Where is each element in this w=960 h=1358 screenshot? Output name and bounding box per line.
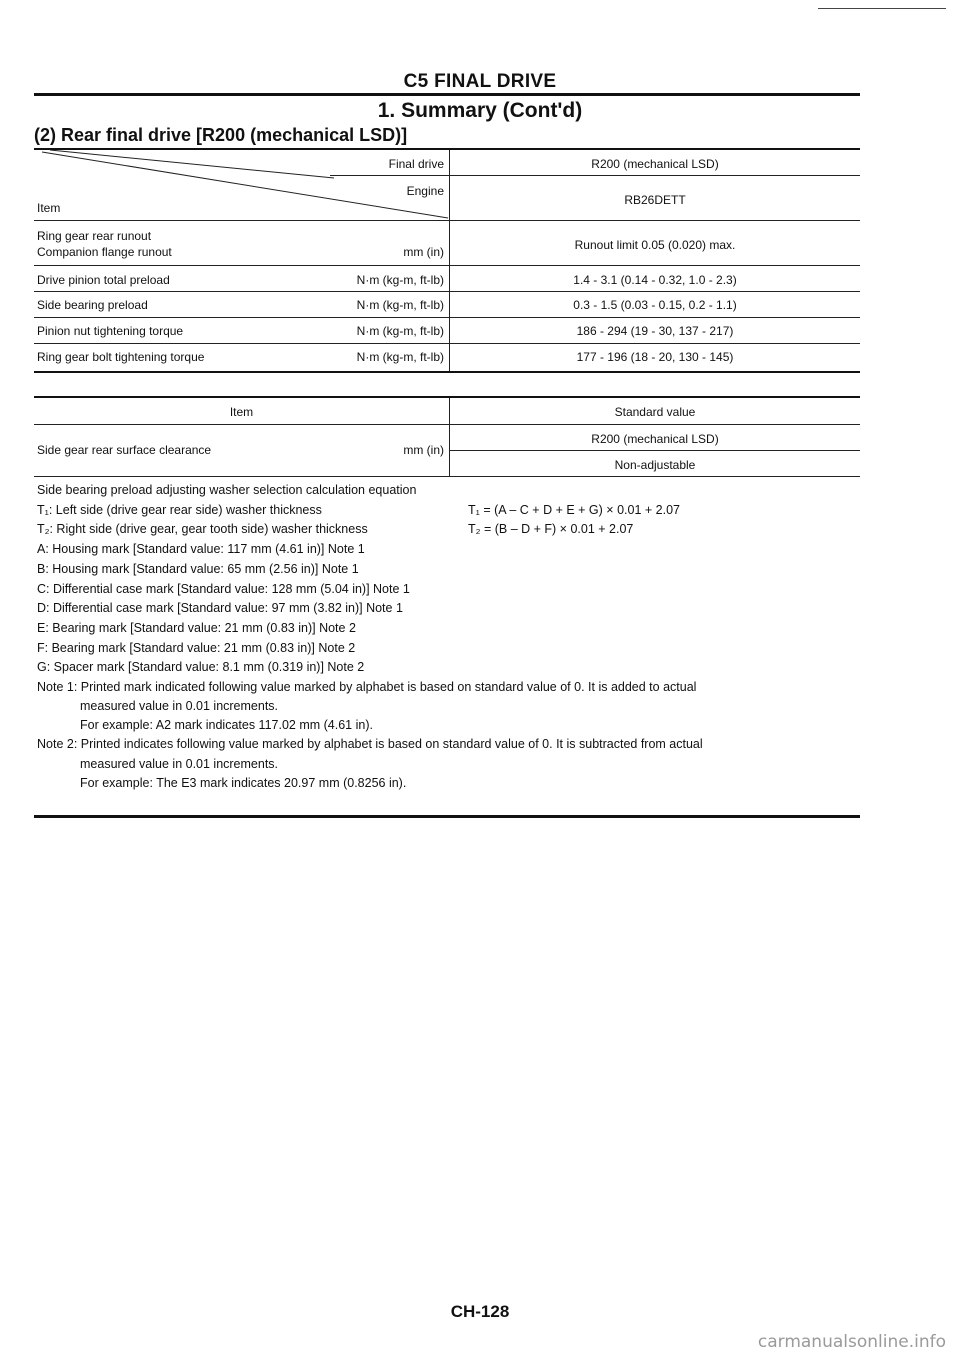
row-item: Pinion nut tightening torque <box>37 324 184 338</box>
mark-line: C: Differential case mark [Standard value: 128 mm (5.04 in)] Note 1 <box>37 582 410 596</box>
row-item: Drive pinion total preload <box>37 273 170 287</box>
row-rule <box>34 317 860 318</box>
page-number: CH-128 <box>450 1302 510 1321</box>
note1-line-2: measured value in 0.01 increments. <box>80 699 279 713</box>
header-item: Item <box>37 201 61 215</box>
table2-unit: mm (in) <box>403 443 444 457</box>
table2-header-rule <box>34 424 860 425</box>
mark-line: G: Spacer mark [Standard value: 8.1 mm (0.319 in)] Note 2 <box>37 660 365 674</box>
table1-divider <box>449 150 450 372</box>
mark-line: B: Housing mark [Standard value: 65 mm (2.56 in)] Note 1 <box>37 562 359 576</box>
note1-line: Note 1: Printed mark indicated following value marked by alphabet is based on standard value of 0. It is added to actual <box>37 680 697 694</box>
watermark: carmanualsonline.info <box>757 1332 946 1352</box>
t1-label: T₁: Left side (drive gear rear side) washer thickness <box>37 503 322 517</box>
header-final-drive: Final drive <box>388 157 444 171</box>
row-item: Ring gear bolt tightening torque <box>37 350 205 364</box>
section-bottom-rule <box>34 815 860 818</box>
t2-label: T₂: Right side (drive gear, gear tooth side) washer thickness <box>37 522 368 536</box>
table2-header-value: Standard value <box>614 405 696 419</box>
section-title: C5 FINAL DRIVE <box>403 71 557 92</box>
header-model-rule <box>450 175 860 176</box>
t2-equation: T₂ = (B – D + F) × 0.01 + 2.07 <box>468 522 634 536</box>
row-unit: N·m (kg-m, ft-lb) <box>356 350 444 364</box>
header-engine-value: RB26DETT <box>624 193 686 207</box>
row-unit: N·m (kg-m, ft-lb) <box>356 324 444 338</box>
table2-top-rule <box>34 396 860 398</box>
table2-header-item: Item <box>229 405 254 419</box>
header-split-line <box>330 175 449 176</box>
table2-value: Non-adjustable <box>614 458 696 472</box>
note2-line-2: measured value in 0.01 increments. <box>80 757 279 771</box>
row-value: Runout limit 0.05 (0.020) max. <box>574 238 736 252</box>
table2-model: R200 (mechanical LSD) <box>591 432 719 446</box>
mark-line: E: Bearing mark [Standard value: 21 mm (0.83 in)] Note 2 <box>37 621 356 635</box>
mark-line: F: Bearing mark [Standard value: 21 mm (0.83 in)] Note 2 <box>37 641 356 655</box>
row-value: 1.4 - 3.1 (0.14 - 0.32, 1.0 - 2.3) <box>573 273 737 287</box>
note2-line: Note 2: Printed indicates following value marked by alphabet is based on standard value of 0. It is subtracted from actual <box>37 737 703 751</box>
note1-example: For example: A2 mark indicates 117.02 mm (4.61 in). <box>80 718 373 732</box>
calc-title: Side bearing preload adjusting washer selection calculation equation <box>37 483 417 497</box>
row-rule <box>34 343 860 344</box>
header-bottom-rule <box>34 220 860 221</box>
row-value: 186 - 294 (19 - 30, 137 - 217) <box>576 324 734 338</box>
table2-inner-rule <box>450 450 860 451</box>
row-item: Side bearing preload <box>37 298 148 312</box>
row-unit: N·m (kg-m, ft-lb) <box>356 273 444 287</box>
row-value: 177 - 196 (18 - 20, 130 - 145) <box>576 350 734 364</box>
mark-line: A: Housing mark [Standard value: 117 mm (4.61 in)] Note 1 <box>37 542 365 556</box>
header-model: R200 (mechanical LSD) <box>591 157 719 171</box>
header-engine: Engine <box>406 184 444 198</box>
mark-line: D: Differential case mark [Standard value: 97 mm (3.82 in)] Note 1 <box>37 601 403 615</box>
row-item: Ring gear rear runout <box>37 229 152 243</box>
table2-bottom-rule <box>34 476 860 477</box>
row-rule <box>34 265 860 266</box>
sub-title: 1. Summary (Cont'd) <box>377 99 583 122</box>
row-value: 0.3 - 1.5 (0.03 - 0.15, 0.2 - 1.1) <box>573 298 737 312</box>
note2-example: For example: The E3 mark indicates 20.97 mm (0.8256 in). <box>80 776 407 790</box>
table1-bottom-rule <box>34 371 860 373</box>
row-unit: mm (in) <box>403 245 444 259</box>
section-heading: (2) Rear final drive [R200 (mechanical LSD)] <box>34 125 408 145</box>
corner-rule <box>818 8 946 9</box>
row-rule <box>34 291 860 292</box>
table2-item: Side gear rear surface clearance <box>37 443 212 457</box>
row-item-2: Companion flange runout <box>37 245 172 259</box>
title-rule <box>34 93 860 96</box>
row-unit: N·m (kg-m, ft-lb) <box>356 298 444 312</box>
t1-equation: T₁ = (A – C + D + E + G) × 0.01 + 2.07 <box>468 503 680 517</box>
